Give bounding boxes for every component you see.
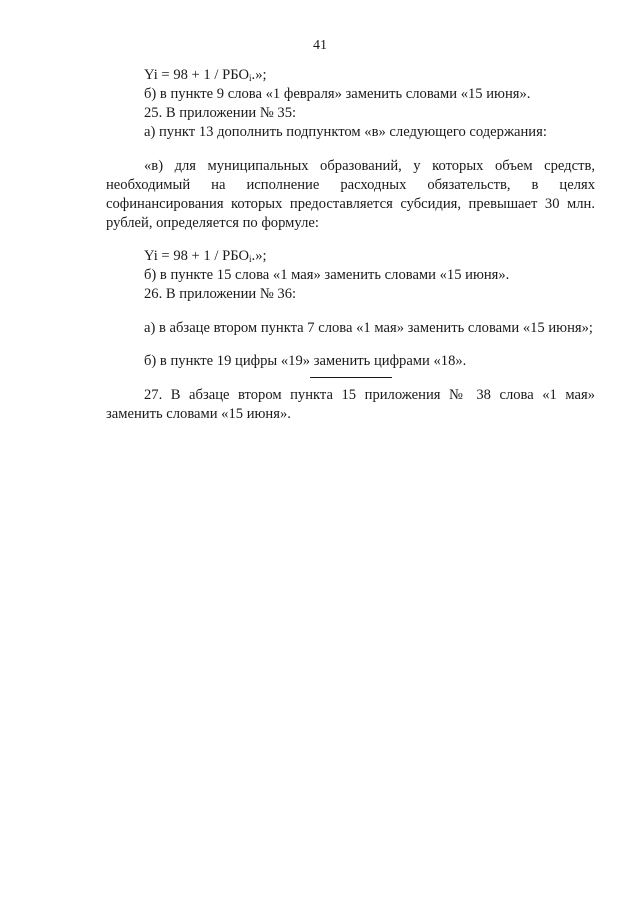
formula-text: Yi = 98 + 1 / РБО: [144, 67, 250, 83]
paragraph-item: а) пункт 13 дополнить подпунктом «в» следующего содержания:: [144, 124, 547, 140]
section-paragraph: 27. В абзаце втором пункта 15 приложения № 38 слова «1 мая» заменить словами «15 июня».: [106, 386, 595, 422]
document-body: [106, 66, 595, 439]
formula-text: Yi = 98 + 1 / РБО: [144, 248, 250, 265]
page-number: 41: [313, 38, 327, 53]
paragraph-item: б) в пункте 15 слова «1 мая» заменить словами «15 июня».: [144, 267, 510, 284]
formula-line: [106, 247, 595, 266]
end-divider-line: [310, 377, 392, 378]
formula-subscript: i: [249, 254, 252, 265]
formula-line: [106, 66, 595, 85]
paragraph-item: б) в пункте 9 слова «1 февраля» заменить словами «15 июня».: [144, 86, 531, 102]
formula-suffix: .»;: [251, 67, 267, 83]
paragraph-quoted: «в) для муниципальных образований, у которых объем средств, необходимый на исполнение расходных обязательств, в целях софинансирования которых предоставляется субсидия, превышает 30 млн. рублей, определяется по формуле:: [106, 157, 595, 231]
formula-subscript: i: [249, 73, 252, 83]
paragraph-item: а) в абзаце втором пункта 7 слова «1 мая» заменить словами «15 июня»;: [144, 319, 593, 336]
paragraph-item: б) в пункте 19 цифры «19» заменить цифрами «18».: [144, 353, 467, 370]
section-heading: 25. В приложении № 35:: [144, 105, 297, 121]
section-heading: 26. В приложении № 36:: [144, 286, 297, 303]
formula-suffix: .»;: [251, 248, 267, 265]
